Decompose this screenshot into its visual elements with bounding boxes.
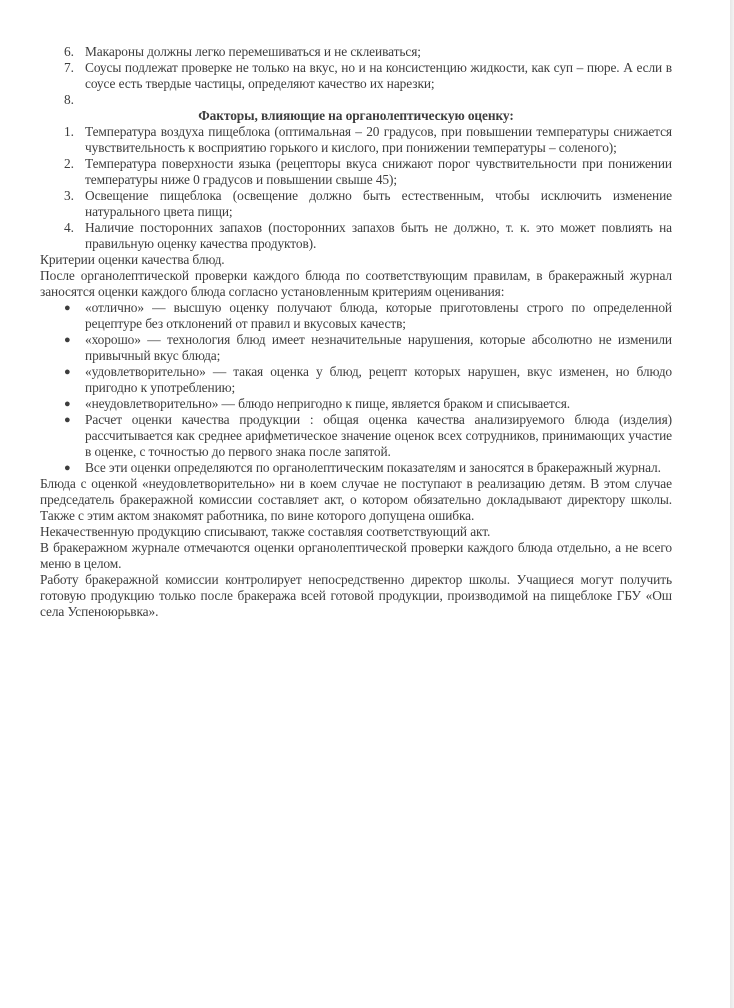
criteria-item — [40, 332, 672, 364]
factor-item — [40, 188, 672, 220]
criteria-item — [40, 412, 672, 460]
bullet-icon: ● — [64, 414, 71, 426]
criteria-text: Все эти оценки определяются по органолептическим показателям и заносятся в бракеражный журнал. — [85, 460, 661, 475]
criteria-text: «хорошо» — технология блюд имеет незначительные нарушения, которые абсолютно не изменили привычный вкус блюда; — [85, 332, 672, 363]
criteria-text: Расчет оценки качества продукции : общая оценка качества анализируемого блюда (изделия) рассчитывается как среднее арифметическое значение оценок всех сотрудников, принимающих участие в оценке, с точностью до первого знака после запятой. — [85, 412, 672, 459]
paragraph: Блюда с оценкой «неудовлетворительно» ни в коем случае не поступают в реализацию детям. В этом случае председатель бракеражной комиссии составляет акт, о котором обязательно докладывают директору школы. Также с этим актом знакомят работника, по вине которого допущена ошибка. — [40, 476, 672, 523]
factor-item — [40, 124, 672, 156]
factor-text: Наличие посторонних запахов (посторонних запахов быть не должно, т. к. это может повлиять на правильную оценку качества продуктов). — [85, 220, 672, 251]
bullet-icon: ● — [64, 398, 71, 410]
criteria-item — [40, 460, 672, 476]
criteria-text: «отлично» — высшую оценку получают блюда, которые приготовлены строго по определенной рецептуре без отклонений от правил и вкусовых качеств; — [85, 300, 672, 331]
bullet-icon: ● — [64, 462, 71, 474]
factor-number: 4. — [64, 220, 74, 235]
criteria-item — [40, 300, 672, 332]
list-item — [40, 60, 672, 92]
criteria-item — [40, 396, 672, 412]
bullet-icon: ● — [64, 302, 71, 314]
criteria-text: «неудовлетворительно» — блюдо непригодно к пище, является браком и списывается. — [85, 396, 570, 411]
criteria-text: «удовлетворительно» — такая оценка у блюд, рецепт которых нарушен, вкус изменен, но блюдо пригодно к употреблению; — [85, 364, 672, 395]
factor-text: Освещение пищеблока (освещение должно быть естественным, чтобы исключить изменение натурального цвета пищи; — [85, 188, 672, 219]
bullet-icon: ● — [64, 366, 71, 378]
factors-heading: Факторы, влияющие на органолептическую оценку: — [198, 108, 514, 123]
list-number: 8. — [64, 92, 74, 107]
bullet-icon: ● — [64, 334, 71, 346]
paragraph: Некачественную продукцию списывают, также составляя соответствующий акт. — [40, 524, 491, 539]
criteria-title: Критерии оценки качества блюд. — [40, 252, 225, 267]
factor-text: Температура воздуха пищеблока (оптимальная – 20 градусов, при повышении температуры снижается чувствительность к восприятию горького и кислого, при понижении температуры – соленого); — [85, 124, 672, 155]
list-number: 7. — [64, 60, 74, 75]
factor-number: 2. — [64, 156, 74, 171]
list-item — [40, 44, 672, 60]
list-text: Соусы подлежат проверке не только на вкус, но и на консистенцию жидкости, как суп – пюре. А если в соусе есть твердые частицы, определяют качество их нарезки; — [85, 60, 672, 91]
paragraph: В бракеражном журнале отмечаются оценки органолептической проверки каждого блюда отдельно, а не всего меню в целом. — [40, 540, 672, 571]
factor-number: 3. — [64, 188, 74, 203]
list-text: Макароны должны легко перемешиваться и не склеиваться; — [85, 44, 421, 59]
scan-edge — [730, 0, 734, 1008]
factor-item — [40, 156, 672, 188]
list-item — [40, 92, 672, 108]
factor-text: Температура поверхности языка (рецепторы вкуса снижают порог чувствительности при понижении температуры ниже 0 градусов и повышении свыше 45); — [85, 156, 672, 187]
document-body — [40, 44, 672, 620]
criteria-intro: После органолептической проверки каждого блюда по соответствующим правилам, в бракеражный журнал заносятся оценки каждого блюда согласно установленным критериям оценивания: — [40, 268, 672, 299]
list-number: 6. — [64, 44, 74, 59]
factor-item — [40, 220, 672, 252]
factor-number: 1. — [64, 124, 74, 139]
paragraph: Работу бракеражной комиссии контролирует непосредственно директор школы. Учащиеся могут получить готовую продукцию только после бракеража всей готовой продукции, производимой на пищеблоке ГБУ «Ош села Успеноюрьвка». — [40, 572, 672, 619]
criteria-item — [40, 364, 672, 396]
